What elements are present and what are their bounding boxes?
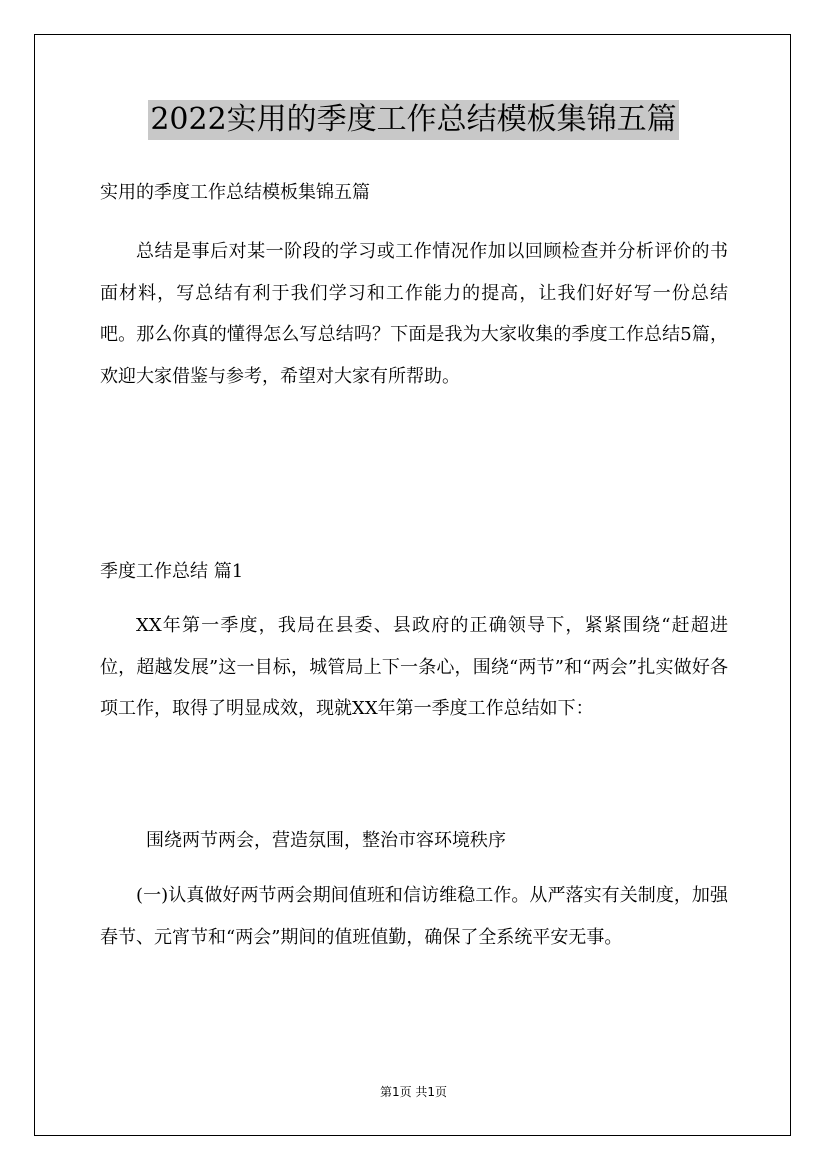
body-paragraph-2: (一)认真做好两节两会期间值班和信访维稳工作。从严落实有关制度，加强春节、元宵节和“两会”期间的值班值勤，确保了全系统平安无事。 [100, 885, 728, 948]
intro-paragraph: 总结是事后对某一阶段的学习或工作情况作加以回顾检查并分析评价的书面材料，写总结有利于我们学习和工作能力的提高，让我们好好写一份总结吧。那么你真的懂得怎么写总结吗？下面是我为大家收集的季度工作总结5篇，欢迎大家借鉴与参考，希望对大家有所帮助。 [100, 241, 728, 387]
document-title: 2022实用的季度工作总结模板集锦五篇 [148, 100, 678, 140]
page-footer: 第1页 共1页 [379, 1085, 448, 1099]
body-paragraph-1: XX年第一季度，我局在县委、县政府的正确领导下，紧紧围绕“赶超进位，超越发展”这一目标，城管局上下一条心，围绕“两节”和“两会”扎实做好各项工作，取得了明显成效，现就XX年第一季度工作总结如下： [100, 615, 728, 719]
section-title: 季度工作总结 篇1 [100, 561, 244, 582]
document-subtitle: 实用的季度工作总结模板集锦五篇 [100, 182, 370, 203]
title-container [0, 100, 827, 140]
sub-heading: 围绕两节两会，营造氛围，整治市容环境秩序 [146, 830, 506, 851]
